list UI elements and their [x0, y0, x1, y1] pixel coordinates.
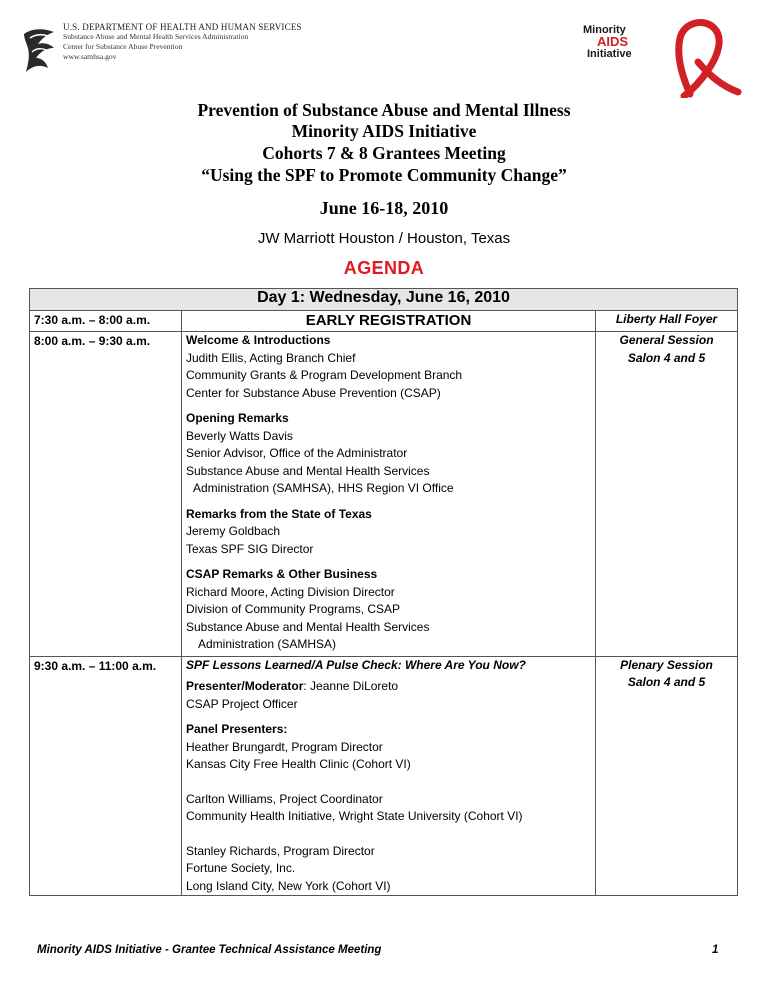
- text-line: Administration (SAMHSA): [198, 637, 337, 651]
- title-line-4: “Using the SPF to Promote Community Change”: [201, 165, 567, 185]
- session-row-2: [30, 656, 738, 896]
- session1-content: [182, 332, 596, 657]
- session1-location-line1: General Session: [619, 333, 714, 347]
- session1-location-line2: Salon 4 and 5: [627, 350, 706, 365]
- text-line: Long Island City, New York (Cohort VI): [186, 878, 391, 893]
- text-line: Stanley Richards, Program Director: [186, 843, 375, 858]
- hhs-line-samhsa: Substance Abuse and Mental Health Services Administration: [63, 32, 249, 41]
- session2-location: [596, 656, 738, 896]
- session2-location-line2: Salon 4 and 5: [627, 675, 706, 689]
- hhs-line-dept: U.S. DEPARTMENT OF HEALTH AND HUMAN SERVICES: [63, 22, 302, 32]
- welcome-block: [186, 332, 591, 402]
- moderator-block: [186, 678, 591, 713]
- mai-logo-line1: Minority: [583, 24, 626, 36]
- agenda-table: [29, 288, 738, 896]
- text-line: Judith Ellis, Acting Branch Chief: [186, 350, 356, 365]
- title-line-2: Minority AIDS Initiative: [291, 121, 477, 141]
- agenda-heading: AGENDA: [343, 258, 425, 278]
- welcome-heading: Welcome & Introductions: [186, 333, 331, 347]
- session2-location-line1: Plenary Session: [620, 657, 713, 672]
- hhs-line-csap: Center for Substance Abuse Prevention: [63, 42, 183, 51]
- texas-remarks-heading: Remarks from the State of Texas: [186, 506, 372, 521]
- mai-logo-text: [583, 24, 632, 60]
- registration-title: EARLY REGISTRATION: [182, 311, 596, 332]
- session2-time: 9:30 a.m. – 11:00 a.m.: [30, 656, 182, 896]
- session1-location: [596, 332, 738, 657]
- mai-logo-line3: Initiative: [587, 48, 632, 60]
- registration-time: 7:30 a.m. – 8:00 a.m.: [30, 311, 182, 332]
- text-line: Substance Abuse and Mental Health Services: [186, 463, 430, 478]
- page-number: 1: [712, 944, 719, 956]
- text-line: CSAP Project Officer: [186, 696, 298, 711]
- moderator-line: [186, 678, 591, 696]
- hhs-header-text: [63, 22, 302, 62]
- spacer: [186, 826, 591, 843]
- session2-content: [182, 656, 596, 896]
- text-line: Jeremy Goldbach: [186, 524, 281, 538]
- day-header: Day 1: Wednesday, June 16, 2010: [30, 289, 738, 311]
- text-line: Carlton Williams, Project Coordinator: [186, 791, 383, 806]
- opening-remarks-block: [186, 410, 591, 498]
- text-line: Division of Community Programs, CSAP: [186, 602, 401, 616]
- day-header-row: [30, 289, 738, 311]
- mai-logo-line2: AIDS: [597, 34, 629, 49]
- text-line: Administration (SAMHSA), HHS Region VI Office: [193, 481, 454, 495]
- title-line-3: Cohorts 7 & 8 Grantees Meeting: [262, 143, 506, 163]
- moderator-label: Presenter/Moderator: [186, 679, 304, 693]
- spacer: [186, 774, 591, 791]
- text-line: Texas SPF SIG Director: [186, 541, 314, 556]
- registration-row: [30, 311, 738, 332]
- text-line: Beverly Watts Davis: [186, 428, 293, 443]
- moderator-name: : Jeanne DiLoreto: [303, 679, 399, 693]
- text-line: Community Health Initiative, Wright State University (Cohort VI): [186, 809, 523, 823]
- text-line: Senior Advisor, Office of the Administrator: [186, 446, 408, 460]
- meeting-venue: JW Marriott Houston / Houston, Texas: [257, 230, 511, 247]
- hhs-line-url: www.samhsa.gov: [63, 52, 117, 61]
- title-line-1: Prevention of Substance Abuse and Mental Illness: [197, 100, 571, 120]
- text-line: Substance Abuse and Mental Health Services: [186, 619, 430, 634]
- session1-time: 8:00 a.m. – 9:30 a.m.: [30, 332, 182, 657]
- csap-remarks-heading: CSAP Remarks & Other Business: [186, 567, 378, 581]
- meeting-dates: June 16-18, 2010: [319, 198, 449, 218]
- footer-title: Minority AIDS Initiative - Grantee Technical Assistance Meeting: [37, 944, 382, 956]
- text-line: Center for Substance Abuse Prevention (CSAP): [186, 385, 441, 400]
- csap-remarks-block: [186, 566, 591, 654]
- texas-remarks-block: [186, 506, 591, 559]
- registration-location: Liberty Hall Foyer: [596, 311, 738, 332]
- hhs-eagle-logo-icon: [18, 24, 60, 76]
- opening-remarks-heading: Opening Remarks: [186, 411, 289, 425]
- text-line: Richard Moore, Acting Division Director: [186, 584, 395, 599]
- session2-title: SPF Lessons Learned/A Pulse Check: Where Are You Now?: [186, 657, 526, 672]
- text-line: Community Grants & Program Development Branch: [186, 368, 463, 382]
- text-line: Fortune Society, Inc.: [186, 861, 296, 875]
- text-line: Heather Brungardt, Program Director: [186, 739, 383, 754]
- panel-heading: Panel Presenters:: [186, 722, 288, 736]
- panel-block: [186, 721, 591, 895]
- session-row-1: [30, 332, 738, 657]
- text-line: Kansas City Free Health Clinic (Cohort VI): [186, 757, 411, 771]
